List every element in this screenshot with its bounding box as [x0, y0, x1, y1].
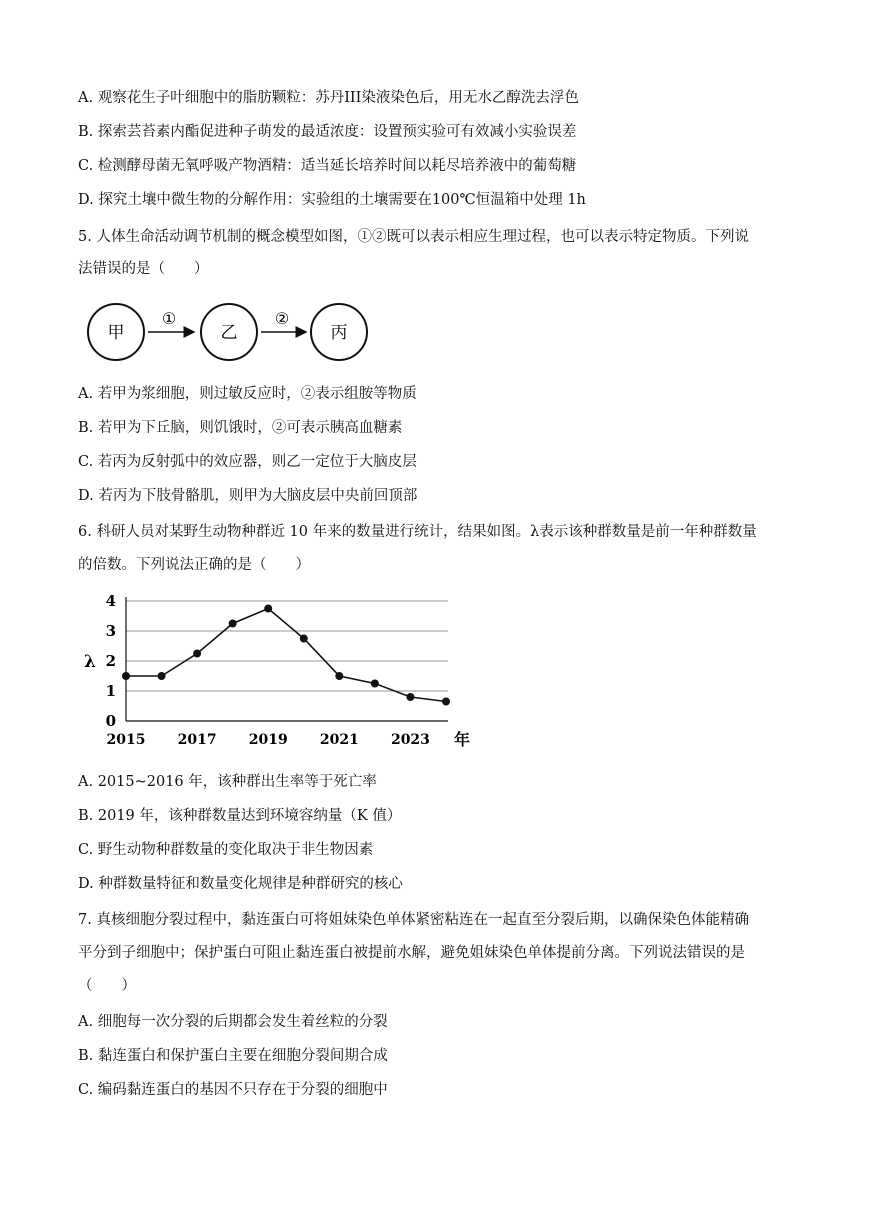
q5-option-a: A. 若甲为浆细胞，则过敏反应时，②表示组胺等物质 — [78, 386, 417, 402]
data-point-2020 — [300, 635, 308, 643]
x-tick-label: 2015 — [106, 732, 146, 748]
q6-option-a: A. 2015~2016 年，该种群出生率等于死亡率 — [78, 774, 377, 790]
q7-stem-line2: 平分到子细胞中；保护蛋白可阻止黏连蛋白被提前水解，避免姐妹染色单体提前分离。下列说法错误的是 — [78, 945, 745, 961]
q6-option-c: C. 野生动物种群数量的变化取决于非生物因素 — [78, 842, 374, 858]
data-point-2023 — [406, 693, 414, 701]
data-point-2016 — [158, 672, 166, 680]
concept-model-diagram — [86, 298, 386, 370]
y-tick-label: 2 — [105, 652, 116, 670]
y-axis-label: λ — [84, 652, 96, 672]
x-axis-label: 年 — [454, 730, 471, 749]
q7-option-c: C. 编码黏连蛋白的基因不只存在于分裂的细胞中 — [78, 1082, 388, 1098]
arrow-1-label: ① — [161, 309, 177, 328]
q4-option-d: D. 探究土壤中微生物的分解作用：实验组的土壤需要在100℃恒温箱中处理 1h — [78, 192, 586, 208]
data-point-2018 — [229, 620, 237, 628]
data-point-2017 — [193, 650, 201, 658]
y-tick-label: 4 — [105, 592, 116, 610]
data-point-2015 — [122, 672, 130, 680]
q7-stem-line3: （ ） — [78, 978, 136, 994]
lambda-line-chart — [80, 585, 480, 755]
q7-option-a: A. 细胞每一次分裂的后期都会发生着丝粒的分裂 — [78, 1014, 388, 1030]
q7-option-b: B. 黏连蛋白和保护蛋白主要在细胞分裂间期合成 — [78, 1048, 388, 1064]
q6-option-d: D. 种群数量特征和数量变化规律是种群研究的核心 — [78, 876, 403, 892]
q6-stem-line1: 6. 科研人员对某野生动物种群近 10 年来的数量进行统计，结果如图。λ表示该种群数量是前一年种群数量 — [78, 524, 757, 540]
y-tick-label: 0 — [105, 712, 116, 730]
q4-option-c: C. 检测酵母菌无氧呼吸产物酒精：适当延长培养时间以耗尽培养液中的葡萄糖 — [78, 158, 577, 174]
arrow-2-label: ② — [274, 309, 290, 328]
node-bing-label: 丙 — [330, 323, 348, 343]
data-point-2019 — [264, 605, 272, 613]
q6-option-b: B. 2019 年，该种群数量达到环境容纳量（K 值） — [78, 808, 402, 824]
y-tick-label: 1 — [105, 682, 116, 700]
q5-option-b: B. 若甲为下丘脑，则饥饿时，②可表示胰高血糖素 — [78, 420, 403, 436]
data-point-2024 — [442, 698, 450, 706]
node-yi-label: 乙 — [220, 323, 238, 343]
q5-option-d: D. 若丙为下肢骨骼肌，则甲为大脑皮层中央前回顶部 — [78, 488, 418, 504]
node-jia-label: 甲 — [107, 323, 125, 343]
q6-stem-line2: 的倍数。下列说法正确的是（ ） — [78, 557, 310, 573]
x-tick-label: 2023 — [390, 732, 430, 748]
q5-stem-line1: 5. 人体生命活动调节机制的概念模型如图，①②既可以表示相应生理过程，也可以表示特定物质。下列说 — [78, 229, 749, 245]
q4-option-a: A. 观察花生子叶细胞中的脂肪颗粒：苏丹III染液染色后，用无水乙醇洗去浮色 — [78, 90, 579, 106]
x-tick-label: 2019 — [248, 732, 288, 748]
q4-option-b: B. 探索芸苔素内酯促进种子萌发的最适浓度：设置预实验可有效减小实验误差 — [78, 124, 577, 140]
x-tick-label: 2021 — [319, 732, 359, 748]
data-point-2022 — [371, 680, 379, 688]
y-tick-label: 3 — [105, 622, 116, 640]
data-point-2021 — [335, 672, 343, 680]
q5-option-c: C. 若丙为反射弧中的效应器，则乙一定位于大脑皮层 — [78, 454, 417, 470]
q7-stem-line1: 7. 真核细胞分裂过程中，黏连蛋白可将姐妹染色单体紧密粘连在一起直至分裂后期，以确保染色体能精确 — [78, 912, 749, 928]
q5-stem-line2: 法错误的是（ ） — [78, 261, 209, 277]
series-line — [126, 609, 446, 702]
x-tick-label: 2017 — [177, 732, 217, 748]
